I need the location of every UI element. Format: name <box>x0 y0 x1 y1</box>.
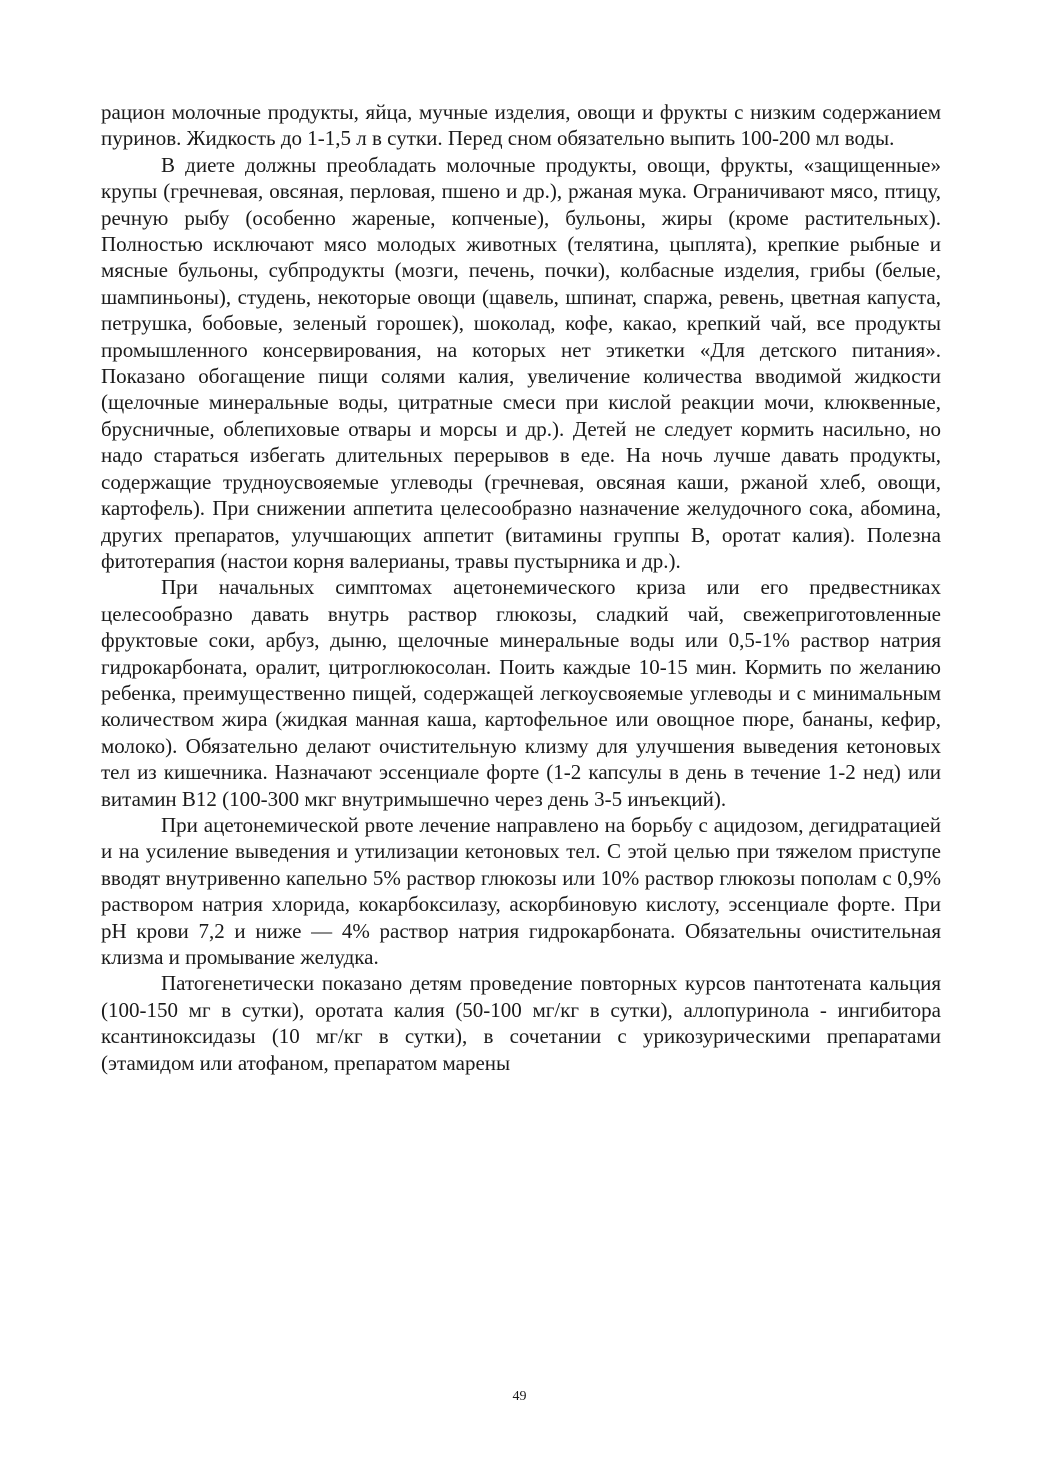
paragraph-4: При ацетонемической рвоте лечение направлено на борьбу с ацидозом, дегидратацией и на усиление выведения и утилизации кетоновых тел. С этой целью при тяжелом приступе вводят внутривенно капельно 5% раствор глюкозы или 10% раствор глюкозы пополам с 0,9% раствором натрия хлорида, кокарбоксилазу, аскорбиновую кислоту, эссенциале форте. При рН крови 7,2 и ниже — 4% раствор натрия гидрокарбоната. Обязательны очистительная клизма и промывание желудка. <box>101 812 941 969</box>
paragraph-2: В диете должны преобладать молочные продукты, овощи, фрукты, «защищенные» крупы (гречневая, овсяная, перловая, пшено и др.), ржаная мука. Ограничивают мясо, птицу, речную рыбу (особенно жареные, копченые), бульоны, жиры (кроме растительных). Полностью исключают мясо молодых животных (телятина, цыплята), крепкие рыбные и мясные бульоны, субпродукты (мозги, печень, почки), колбасные изделия, грибы (белые, шампиньоны), студень, некоторые овощи (щавель, шпинат, спаржа, ревень, цветная капуста, петрушка, бобовые, зеленый горошек), шоколад, кофе, какао, крепкий чай, все продукты промышленного консервирования, на которых нет этикетки «Для детского питания». Показано обогащение пищи солями калия, увеличение количества вводимой жидкости (щелочные минеральные воды, цитратные смеси при кислой реакции мочи, клюквенные, брусничные, облепиховые отвары и морсы и др.). Детей не следует кормить насильно, но надо стараться избегать длительных перерывов в еде. На ночь лучше давать продукты, содержащие трудноусвояемые углеводы (гречневая, овсяная каши, ржаной хлеб, овощи, картофель). При снижении аппетита целесообразно назначение желудочного сока, абомина, других препаратов, улучшающих аппетит (витамины группы В, оротат калия). Полезна фитотерапия (настои корня валерианы, травы пустырника и др.). <box>101 152 941 573</box>
document-body <box>101 99 941 1076</box>
paragraph-5: Патогенетически показано детям проведение повторных курсов пантотената кальция (100-150 мг в сутки), оротата калия (50-100 мг/кг в сутки), аллопуринола - ингибитора ксантиноксидазы (10 мг/кг в сутки), в сочетании с урикозурическими препаратами (этамидом или атофаном, препаратом марены <box>101 971 941 1075</box>
paragraph-1: рацион молочные продукты, яйца, мучные изделия, овощи и фрукты с низким содержанием пуринов. Жидкость до 1-1,5 л в сутки. Перед сном обязательно выпить 100-200 мл воды. <box>101 100 941 151</box>
paragraph-3: При начальных симптомах ацетонемического криза или его предвестниках целесообразно давать внутрь раствор глюкозы, сладкий чай, свежеприготовленные фруктовые соки, арбуз, дыню, щелочные минеральные воды или 0,5-1% раствор натрия гидрокарбоната, оралит, цитроглюкосолан. Поить каждые 10-15 мин. Кормить по желанию ребенка, преимущественно пищей, содержащей легкоусвояемые углеводы и с минимальным количеством жира (жидкая манная каша, картофельное или овощное пюре, бананы, кефир, молоко). Обязательно делают очистительную клизму для улучшения выведения кетоновых тел из кишечника. Назначают эссенциале форте (1-2 капсулы в день в течение 1-2 нед) или витамин В12 (100-300 мкг внутримышечно через день 3-5 инъекций). <box>101 575 941 811</box>
page-number: 49 <box>512 1389 527 1404</box>
